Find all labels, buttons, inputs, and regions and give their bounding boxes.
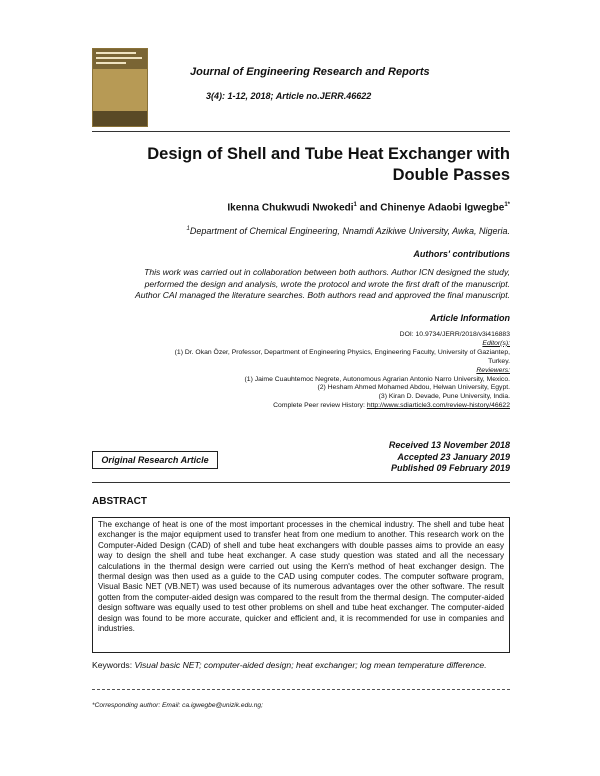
contributions-heading: Authors' contributions: [413, 249, 510, 259]
contributions-text: This work was carried out in collaboration between both authors. Author ICN designed the study, performed the design and analysis, wrote the protocol and wrote the first draft of the manuscript. Author CAI managed the literature searches. Both authors read and approved the final manuscript.: [134, 267, 510, 300]
review-history: Complete Peer review History: http://www.sdiarticle3.com/review-history/46622: [273, 402, 510, 410]
keywords-text: Visual basic NET; computer-aided design; heat exchanger; log mean temperature difference.: [134, 660, 487, 670]
received-date: Received 13 November 2018: [388, 440, 510, 450]
journal-name: Journal of Engineering Research and Reports: [190, 66, 430, 78]
article-info-heading: Article Information: [429, 313, 510, 323]
header-rule: [92, 131, 510, 132]
reviewer-3: (3) Kiran D. Devade, Pune University, India.: [378, 393, 510, 401]
doi: DOI: 10.9734/JERR/2018/v3i416883: [399, 331, 510, 338]
reviewer-2: (2) Hesham Ahmed Mohamed Abdou, Helwan University, Egypt.: [317, 384, 510, 392]
abstract-heading: ABSTRACT: [92, 496, 147, 507]
accepted-date: Accepted 23 January 2019: [397, 451, 510, 462]
reviewer-1: (1) Jaime Cuauhtemoc Negrete, Autonomous Agrarian Antonio Narro University, Mexico.: [244, 375, 510, 383]
keywords-label: Keywords:: [92, 660, 133, 670]
abstract-box: The exchange of heat is one of the most important processes in the chemical industry. The shell and tube heat exchanger is the major equipment used to transfer heat from one medium to another. This research work on the Computer-Aided Design (CAD) of shell and tube heat exchangers with double passes aims to provide an easy way to design the shell and tube heat exchanger. A case study question was stated and all the necessary calculations in the thermal design were carried out using the Kern's method of heat exchanger design. The thermal design was then used as a guide to the CAD using computer codes. The computer software program, Visual Basic NET (VB.NET) was used because of its numerous advantages over the other software. The result gotten from the computer-aided design was compared to the result from the thermal design. The computer-aided design software was equally used to test other problems on shell and tube heat exchanger. The computer-aided design was found to be more accurate, quicker and efficient and, it is recommended for use in companies and industries.: [92, 517, 510, 653]
article-info: DOI: 10.9734/JERR/2018/v3i416883 Editor(s): (1) Dr. Okan Özer, Professor, Department of Engineering Physics, Engineering Faculty, University of Gaziantep, Turkey. Reviewers: (1) Jaime Cuauhtemoc Negrete, Autonomous Agrarian Antonio Narro University, Mexico. (2) Hesham Ahmed Mohamed Abdou, Helwan University, Egypt. (3) Kiran D. Devade, Pune University, India. Complete Peer review History: http://www.sdiarticle3.com/review-history/46622: [92, 331, 510, 411]
author-1: Ikenna Chukwudi Nwokedi: [227, 202, 354, 214]
affiliation: $^1$Department of Chemical Engineering, Nnamdi Azikiwe University, Awka, Nigeria.: [186, 226, 510, 236]
published-date: Published 09 February 2019: [390, 463, 510, 473]
keywords: [92, 660, 510, 671]
article-type-badge: Original Research Article: [92, 451, 218, 469]
editor-1: (1) Dr. Okan Özer, Professor, Department of Engineering Physics, Engineering Faculty, University of Gaziantep,: [174, 348, 510, 356]
editors-label: Editor(s):: [482, 339, 510, 347]
section-rule: [92, 482, 510, 483]
issue-citation: 3(4): 1-12, 2018; Article no.JERR.46622: [206, 91, 372, 101]
paper-title: Design of Shell and Tube Heat Exchanger with Double Passes: [147, 145, 510, 184]
journal-cover-image: [92, 48, 148, 127]
author-2: Chinenye Adaobi Igwegbe: [380, 202, 505, 214]
review-history-link[interactable]: http://www.sdiarticle3.com/review-history/46622: [366, 402, 510, 410]
footnote-divider: [92, 689, 510, 690]
reviewers-label: Reviewers:: [476, 366, 510, 374]
corresponding-author-footnote: *Corresponding author: Email: ca.igwegbe@unizik.edu.ng;: [92, 702, 263, 709]
author-list: Ikenna Chukwudi Nwokedi$^1$ and Chinenye Adaobi Igwegbe$^{1*}$: [227, 202, 510, 214]
